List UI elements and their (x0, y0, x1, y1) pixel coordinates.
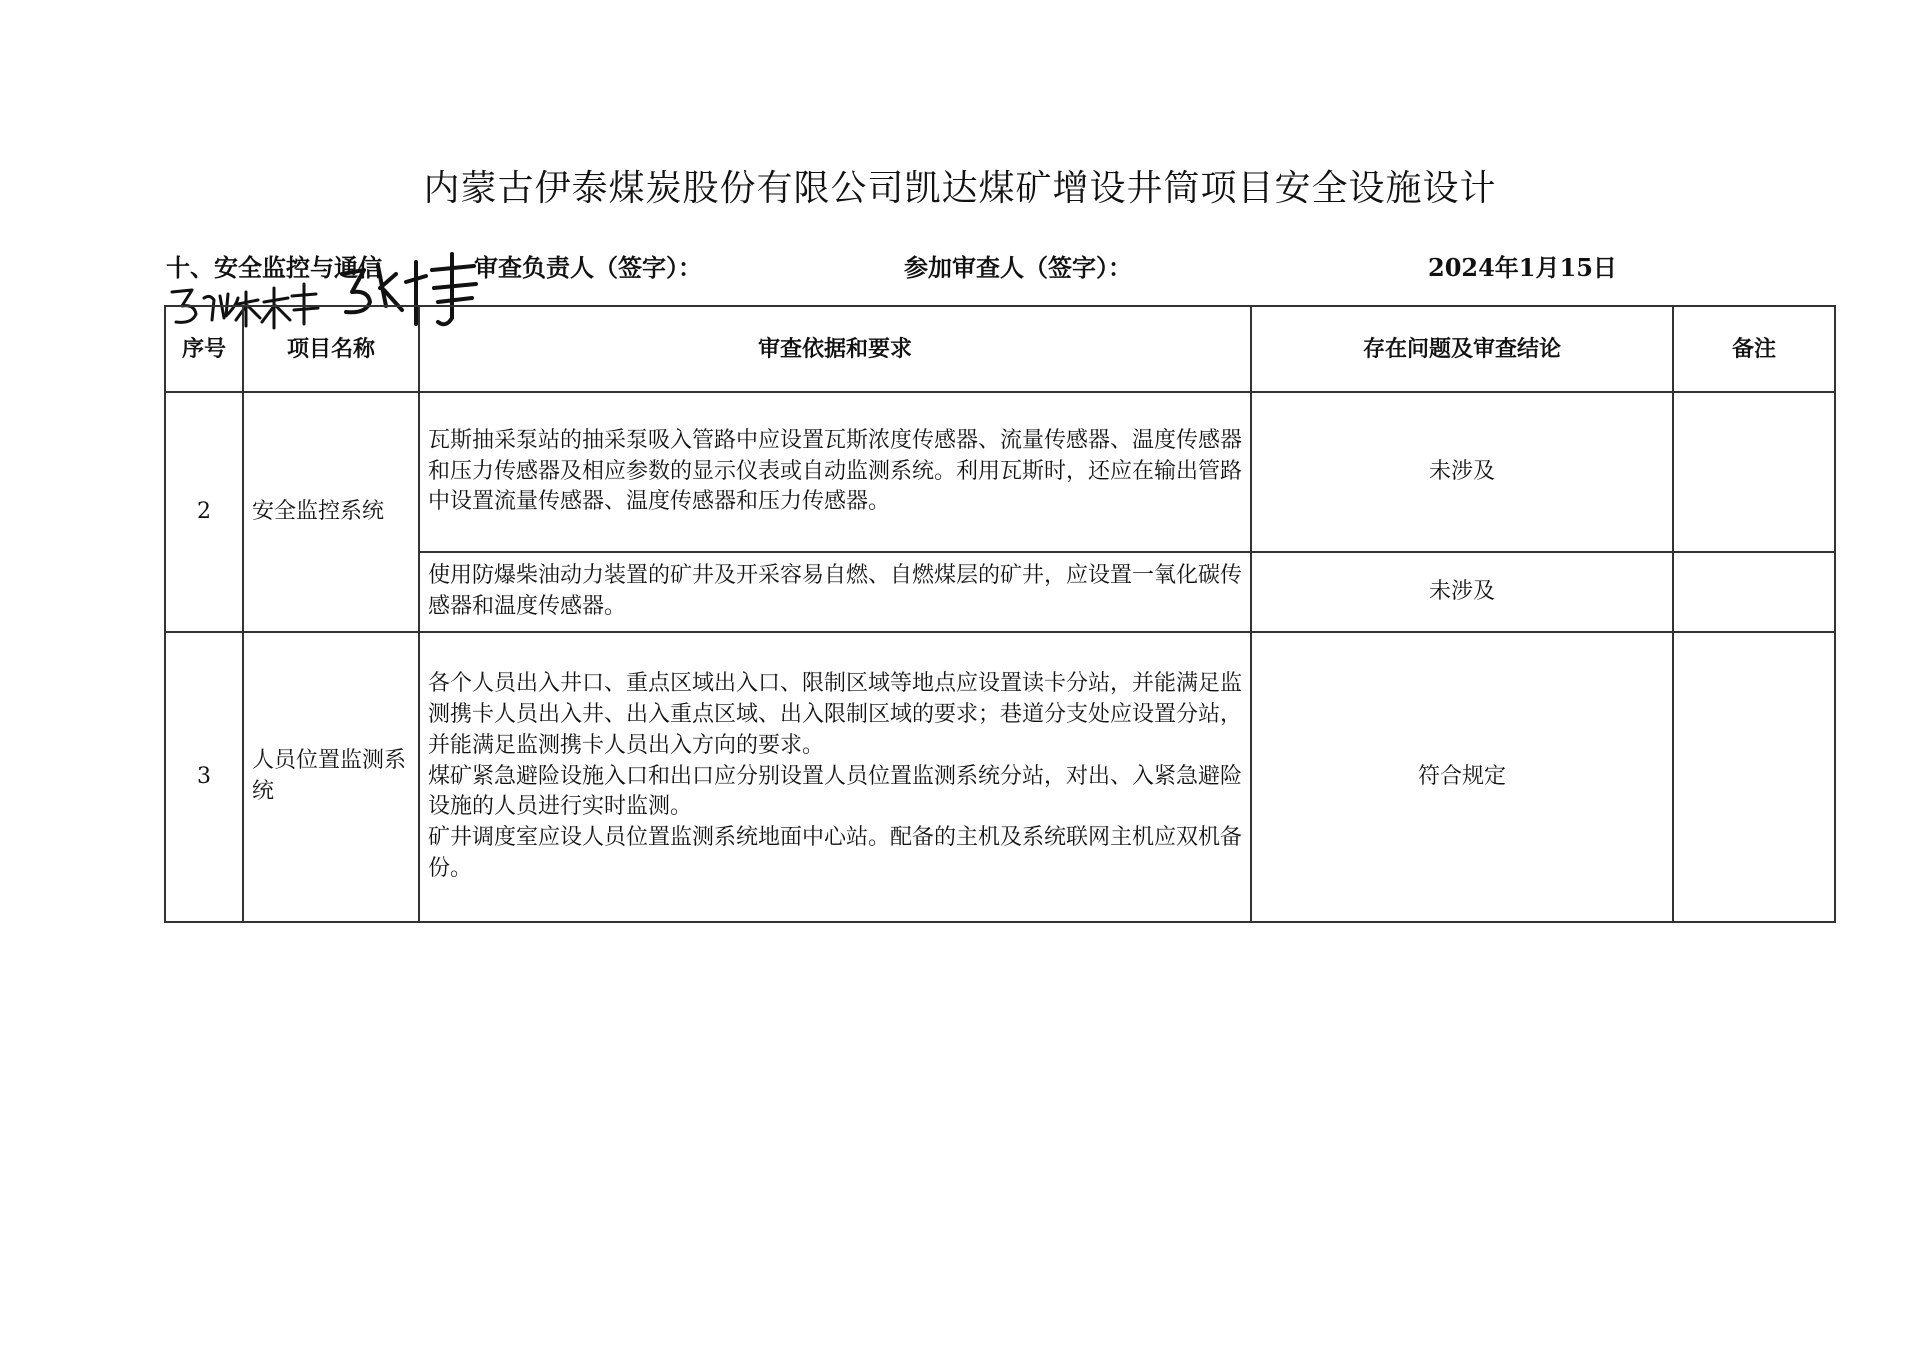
row-remarks (1673, 552, 1835, 632)
row-basis: 瓦斯抽采泵站的抽采泵吸入管路中应设置瓦斯浓度传感器、流量传感器、温度传感器和压力传感器及相应参数的显示仪表或自动监测系统。利用瓦斯时，还应在输出管路中设置流量传感器、温度传感器和压力传感器。 (419, 392, 1251, 552)
row-basis (419, 632, 1251, 922)
row-basis: 使用防爆柴油动力装置的矿井及开采容易自燃、自燃煤层的矿井，应设置一氧化碳传感器和温度传感器。 (419, 552, 1251, 632)
basis-line: 各个人员出入井口、重点区域出入口、限制区域等地点应设置读卡分站，并能满足监测携卡人员出入井、出入重点区域、出入限制区域的要求；巷道分支处应设置分站，并能满足监测携卡人员出入方向的要求。 (428, 671, 1243, 758)
header-conclusion: 存在问题及审查结论 (1251, 306, 1673, 392)
row-conclusion: 符合规定 (1251, 632, 1673, 922)
table-row (165, 632, 1835, 922)
row-no: 2 (165, 392, 243, 632)
header-no: 序号 (165, 306, 243, 392)
row-item: 人员位置监测系统 (243, 632, 419, 922)
header-remarks: 备注 (1673, 306, 1835, 392)
section-header (166, 248, 1846, 298)
document-title: 内蒙古伊泰煤炭股份有限公司凯达煤矿增设井筒项目安全设施设计 (423, 168, 1497, 209)
review-table (164, 305, 1836, 923)
section-title: 十、安全监控与通信 (166, 253, 382, 282)
header-item: 项目名称 (243, 306, 419, 392)
basis-line: 煤矿紧急避险设施入口和出口应分别设置人员位置监测系统分站，对出、入紧急避险设施的人员进行实时监测。 (428, 763, 1243, 820)
row-conclusion: 未涉及 (1251, 552, 1673, 632)
participant-label: 参加审查人（签字）： (904, 253, 1132, 282)
header-basis: 审查依据和要求 (419, 306, 1251, 392)
row-remarks (1673, 392, 1835, 552)
table-header-row (165, 306, 1835, 392)
row-item: 安全监控系统 (243, 392, 419, 632)
row-remarks (1673, 632, 1835, 922)
basis-line: 矿井调度室应设人员位置监测系统地面中心站。配备的主机及系统联网主机应双机备份。 (428, 825, 1243, 881)
row-no: 3 (165, 632, 243, 922)
review-date: 2024年1月15日 (1428, 253, 1617, 282)
row-conclusion: 未涉及 (1251, 392, 1673, 552)
reviewer-label: 审查负责人（签字）： (474, 253, 702, 282)
table-row (165, 392, 1835, 552)
